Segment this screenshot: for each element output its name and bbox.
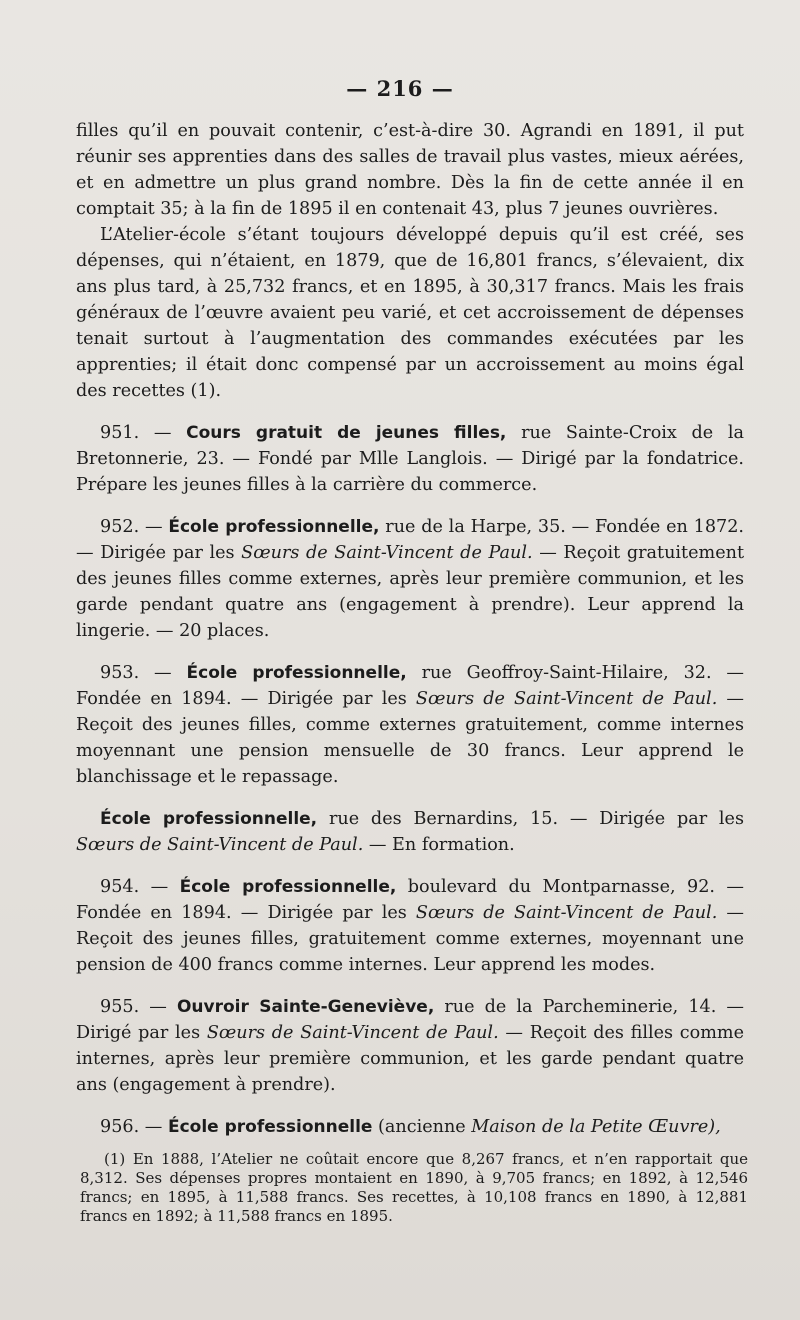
footnote-text: (1) En 1888, l’Atelier ne coûtait encore que 8,267 francs, et n’en rapportait que 8,312. Ses dépenses propres montaient en 1890, à 9,705 francs; en 1892, à 12,546 francs; en 1895, à 11,588 francs. Ses recettes, à 10,108 francs en 1890, à 12,881 francs en 1892; à 11,588 francs en 1895.: [80, 1150, 748, 1225]
entry-text: rue Sainte-Croix de la Bretonnerie, 23. — Fondé par Mlle Langlois. — Dirigé par la fondatrice. Prépare les jeunes filles à la carrière du commerce.: [76, 423, 744, 495]
entry-italic: Sœurs de Saint-Vincent de Paul.: [415, 689, 718, 709]
entry-text-continued: — Reçoit des jeunes filles, comme externes gratuitement, comme internes moyennant une pension mensuelle de 30 francs. Leur apprend le blanchissage et le repassage.: [76, 689, 744, 787]
entry-italic: Maison de la Petite Œuvre),: [471, 1117, 721, 1137]
entry-text-continued: — Reçoit des jeunes filles, gratuitement comme externes, moyennant une pension de 400 francs comme internes. Leur apprend les modes.: [76, 903, 744, 975]
entry-number: 951. —: [100, 423, 172, 443]
entry-text: boulevard du Montparnasse, 92. — Fondée en 1894. — Dirigée par les: [76, 877, 744, 923]
entry-number: 955. —: [100, 997, 167, 1017]
entry-text-continued: — Reçoit gratuitement des jeunes filles comme externes, après leur première communion, et les garde pendant quatre ans (engagement à prendre). Leur apprend la lingerie. — 20 places.: [76, 543, 745, 641]
paragraph-atelier-ecole: L’Atelier-école s’étant toujours développé depuis qu’il est créé, ses dépenses, qui n’étaient, en 1879, que de 16,801 francs, s’élevaient, dix ans plus tard, à 25,732 francs, et en 1895, à 30,317 francs. Mais les frais généraux de l’œuvre avaient peu varié, et cet accroissement de dépenses tenait surtout à l’augmentation des commandes exécutées par les apprenties; il était donc compensé par un accroissement au moins égal des recettes (1).: [76, 225, 744, 401]
entry-italic: Sœurs de Saint-Vincent de Paul.: [206, 1023, 499, 1043]
entry-italic: Sœurs de Saint-Vincent de Paul.: [76, 835, 364, 855]
entry-heading: Ouvroir Sainte-Geneviève,: [176, 997, 435, 1017]
entry-954: [76, 874, 744, 978]
entry-text-continued: — En formation.: [368, 835, 515, 855]
entry-number: 952. —: [100, 517, 163, 537]
entry-heading: Cours gratuit de jeunes filles,: [186, 423, 507, 443]
entry-number: 956. —: [100, 1117, 163, 1137]
entry-text: rue Geoffroy-Saint-Hilaire, 32. — Fondée en 1894. — Dirigée par les: [76, 663, 745, 709]
entry-italic: Sœurs de Saint-Vincent de Paul.: [415, 903, 718, 923]
entry-heading: École professionnelle: [167, 1117, 373, 1137]
entry-number: 953. —: [100, 663, 172, 683]
page-number: — 216 —: [346, 76, 454, 101]
entry-heading: École professionnelle,: [100, 809, 318, 829]
entry-text: rue des Bernardins, 15. — Dirigée par les: [328, 809, 744, 829]
entry-bernardins: [76, 806, 744, 858]
entry-text: rue de la Harpe, 35. — Fondée en 1872. — Dirigée par les: [76, 517, 744, 563]
entry-955: [76, 994, 744, 1098]
entry-952: [76, 514, 744, 644]
entry-text-continued: — Reçoit des filles comme internes, après leur première communion, et les garde pendant quatre ans (engagement à prendre).: [76, 1023, 745, 1095]
entry-text: (ancienne: [378, 1117, 466, 1137]
entry-italic: Sœurs de Saint-Vincent de Paul.: [241, 543, 533, 563]
entry-number: 954. —: [100, 877, 169, 897]
entry-956: [76, 1114, 744, 1140]
paragraph-continued: filles qu’il en pouvait contenir, c’est-à-dire 30. Agrandi en 1891, il put réunir ses apprenties dans des salles de travail plus vastes, mieux aérées, et en admettre un plus grand nombre. Dès la fin de cette année il en comptait 35; à la fin de 1895 il en contenait 43, plus 7 jeunes ouvrières.: [76, 121, 744, 219]
entry-text: rue de la Parcheminerie, 14. — Dirigé par les: [76, 997, 744, 1043]
footnote: [80, 1150, 748, 1226]
entry-heading: École professionnelle,: [186, 663, 407, 683]
entry-heading: École professionnelle,: [179, 877, 397, 897]
entry-953: [76, 660, 744, 790]
page-body: [76, 118, 744, 1140]
entry-951: [76, 420, 744, 498]
entry-heading: École professionnelle,: [168, 517, 380, 537]
